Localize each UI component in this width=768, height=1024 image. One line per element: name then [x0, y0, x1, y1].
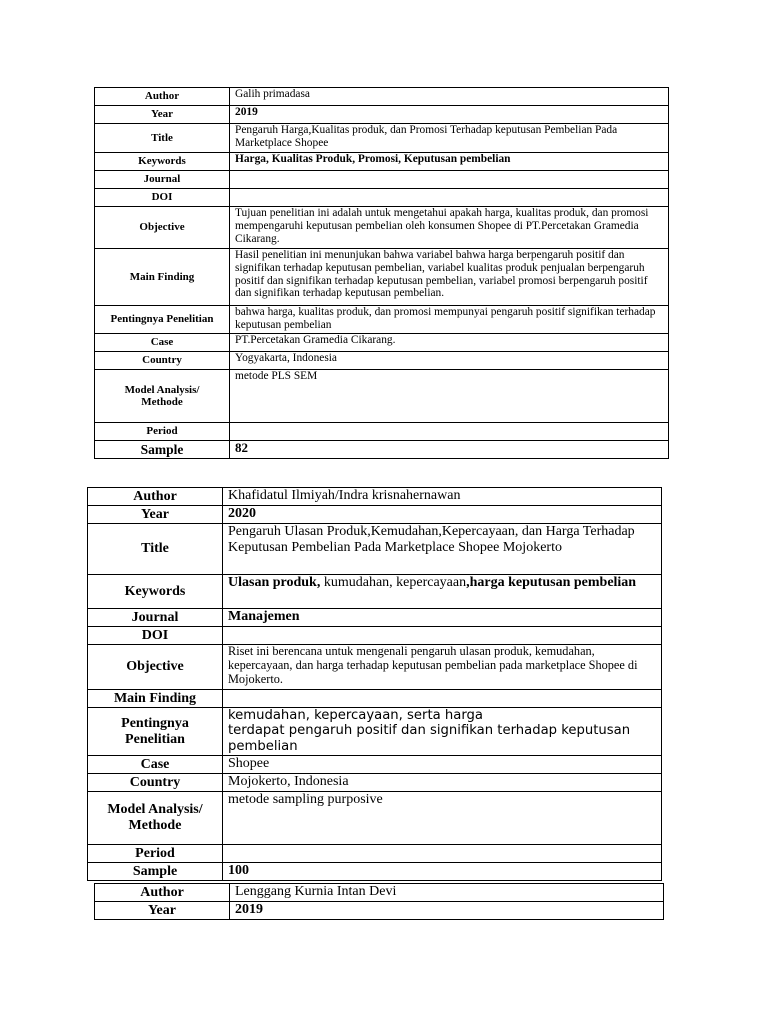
year-label: Year — [95, 106, 230, 124]
year-value: 2019 — [230, 902, 664, 920]
model-label-line1: Model Analysis/ — [124, 383, 200, 396]
row-objective — [95, 207, 669, 249]
row-journal — [88, 609, 662, 627]
year-value: 2020 — [223, 506, 662, 524]
keywords-label: Keywords — [88, 575, 223, 609]
journal-summary-table-2 — [87, 487, 662, 881]
doi-label: DOI — [88, 627, 223, 645]
keywords-label: Keywords — [95, 153, 230, 171]
title-label: Title — [88, 524, 223, 575]
row-doi — [95, 189, 669, 207]
row-year — [95, 902, 664, 920]
author-value: Lenggang Kurnia Intan Devi — [230, 884, 664, 902]
row-journal — [95, 171, 669, 189]
row-country — [88, 774, 662, 792]
year-value: 2019 — [230, 106, 669, 124]
sample-value: 82 — [230, 441, 669, 459]
pentingnya-line1: kemudahan, kepercayaan, serta harga — [228, 708, 483, 723]
main-finding-label: Main Finding — [88, 690, 223, 708]
main-finding-label: Main Finding — [95, 249, 230, 306]
author-label: Author — [88, 488, 223, 506]
pentingnya-label-line2: Penelitian — [125, 731, 185, 747]
row-case — [88, 756, 662, 774]
row-author — [95, 884, 664, 902]
case-value: PT.Percetakan Gramedia Cikarang. — [230, 334, 669, 352]
row-year — [88, 506, 662, 524]
row-country — [95, 352, 669, 370]
pentingnya-line2: terdapat pengaruh positif dan signifikan terhadap keputusan pembelian — [228, 723, 631, 754]
pentingnya-label — [88, 708, 223, 756]
row-year — [95, 106, 669, 124]
keywords-bold-1: Ulasan produk, — [228, 575, 321, 590]
title-label: Title — [95, 124, 230, 153]
row-author — [95, 88, 669, 106]
objective-label: Objective — [88, 645, 223, 690]
keywords-value: Harga, Kualitas Produk, Promosi, Keputusan pembelian — [230, 153, 669, 171]
author-label: Author — [95, 88, 230, 106]
pentingnya-label-line1: Pentingnya — [121, 715, 189, 731]
pentingnya-label: Pentingnya Penelitian — [95, 306, 230, 334]
row-model — [88, 792, 662, 845]
title-value: Pengaruh Harga,Kualitas produk, dan Promosi Terhadap keputusan Pembelian Pada Marketplace Shopee — [230, 124, 669, 153]
row-main-finding — [95, 249, 669, 306]
objective-value: Riset ini berencana untuk mengenali pengaruh ulasan produk, kemudahan, kepercayaan, dan harga terhadap keputusan pembelian pada marketplace Shopee di Mojokerto. — [223, 645, 662, 690]
period-label: Period — [88, 845, 223, 863]
doi-label: DOI — [95, 189, 230, 207]
row-sample — [88, 863, 662, 881]
keywords-value — [223, 575, 662, 609]
journal-value: Manajemen — [223, 609, 662, 627]
country-label: Country — [88, 774, 223, 792]
row-title — [95, 124, 669, 153]
author-value: Galih primadasa — [230, 88, 669, 106]
row-title — [88, 524, 662, 575]
author-label: Author — [95, 884, 230, 902]
sample-value: 100 — [223, 863, 662, 881]
sample-label: Sample — [95, 441, 230, 459]
row-case — [95, 334, 669, 352]
row-pentingnya — [88, 708, 662, 756]
row-period — [95, 423, 669, 441]
period-value — [230, 423, 669, 441]
author-value: Khafidatul Ilmiyah/Indra krisnahernawan — [223, 488, 662, 506]
row-pentingnya — [95, 306, 669, 334]
case-label: Case — [88, 756, 223, 774]
journal-summary-table-3 — [94, 883, 664, 920]
pentingnya-value: bahwa harga, kualitas produk, dan promosi mempunyai pengaruh positif signifikan terhadap keputusan pembelian — [230, 306, 669, 334]
objective-value: Tujuan penelitian ini adalah untuk mengetahui apakah harga, kualitas produk, dan promosi mempengaruhi keputusan pembelian oleh konsumen Shopee di PT.Percetakan Gramedia Cikarang. — [230, 207, 669, 249]
country-value: Yogyakarta, Indonesia — [230, 352, 669, 370]
row-model — [95, 370, 669, 423]
doi-value — [230, 189, 669, 207]
row-period — [88, 845, 662, 863]
row-doi — [88, 627, 662, 645]
journal-label: Journal — [88, 609, 223, 627]
main-finding-value: Hasil penelitian ini menunjukan bahwa variabel bahwa harga berpengaruh positif dan signifikan terhadap keputusan pembelian, variabel kualitas produk penjualan berpengaruh positif dan signifikan terhadap keputusan pembelian, variabel promosi berpengaruh positif dan signifikan terhadap keputusan pembelian. — [230, 249, 669, 306]
journal-label: Journal — [95, 171, 230, 189]
journal-value — [230, 171, 669, 189]
main-finding-value — [223, 690, 662, 708]
doi-value — [223, 627, 662, 645]
model-label — [88, 792, 223, 845]
keywords-bold-2: ,harga keputusan pembelian — [466, 575, 637, 590]
year-label: Year — [88, 506, 223, 524]
case-value: Shopee — [223, 756, 662, 774]
period-label: Period — [95, 423, 230, 441]
row-author — [88, 488, 662, 506]
year-label: Year — [95, 902, 230, 920]
model-label-line2: Methode — [128, 818, 182, 833]
pentingnya-value — [223, 708, 662, 756]
model-value: metode sampling purposive — [223, 792, 662, 845]
row-objective — [88, 645, 662, 690]
case-label: Case — [95, 334, 230, 352]
keywords-plain: kumudahan, kepercayaan — [320, 575, 467, 590]
model-value: metode PLS SEM — [230, 370, 669, 423]
country-label: Country — [95, 352, 230, 370]
row-main-finding — [88, 690, 662, 708]
country-value: Mojokerto, Indonesia — [223, 774, 662, 792]
row-sample — [95, 441, 669, 459]
row-keywords — [95, 153, 669, 171]
sample-label: Sample — [88, 863, 223, 881]
row-keywords — [88, 575, 662, 609]
period-value — [223, 845, 662, 863]
model-label-line2: Methode — [141, 396, 183, 408]
journal-summary-table-1 — [94, 87, 669, 459]
objective-label: Objective — [95, 207, 230, 249]
model-label-line1: Model Analysis/ — [107, 802, 203, 818]
model-label — [95, 370, 230, 423]
title-value: Pengaruh Ulasan Produk,Kemudahan,Kepercayaan, dan Harga Terhadap Keputusan Pembelian Pada Marketplace Shopee Mojokerto — [223, 524, 662, 575]
